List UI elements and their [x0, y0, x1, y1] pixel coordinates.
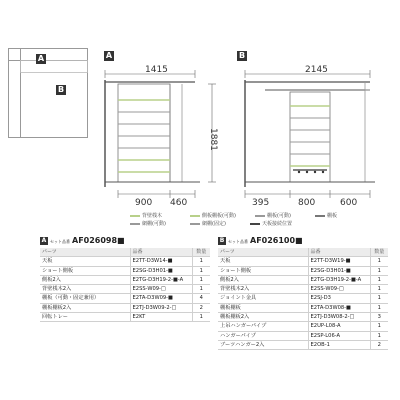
- cell-code: E2SP-L06-A: [308, 331, 370, 340]
- table-a-title: [40, 236, 125, 245]
- cell-code: E2SS-W09-□: [308, 285, 370, 294]
- legend-item-2: 側板棚板(可動): [190, 212, 236, 219]
- cell-code: E2TJ-D3W09-2-□: [130, 303, 192, 312]
- table-b-code: AF026100■: [250, 236, 303, 245]
- cell-qty: 1: [370, 285, 388, 294]
- key-plan-b-label: B: [57, 85, 65, 94]
- key-plan-a-label: A: [37, 54, 45, 63]
- cell-code: E2OB-1: [308, 340, 370, 349]
- cell-name: 側板2入: [40, 275, 130, 284]
- cell-name: 回転トレー: [40, 313, 130, 322]
- cell-code: E2KT: [130, 313, 192, 322]
- section-b-width-total: 2145: [305, 65, 328, 75]
- table-row: [40, 257, 210, 266]
- table-row: [218, 285, 388, 294]
- cell-qty: 1: [370, 303, 388, 312]
- cell-name: 側板2入: [218, 275, 308, 284]
- table-a-set-label: セット品番: [50, 239, 70, 244]
- table-row: [218, 331, 388, 340]
- table-b-tag: B: [219, 236, 225, 244]
- cell-name: 棚板棚板2入: [218, 313, 308, 322]
- section-b-marker: B: [238, 51, 246, 60]
- cell-code: E2SG-D3H01-■: [130, 266, 192, 275]
- cell-name: 上吊ハンガーパイプ: [218, 322, 308, 331]
- table-row: [218, 294, 388, 303]
- cell-qty: 1: [370, 266, 388, 275]
- table-b-header: [218, 248, 388, 257]
- section-b-width-2: 800: [298, 198, 316, 208]
- cell-name: ブーツハンガー2入: [218, 340, 308, 349]
- cell-qty: 1: [192, 285, 210, 294]
- cell-code: E2UP-L08-A: [308, 322, 370, 331]
- cell-qty: 1: [370, 275, 388, 284]
- cell-qty: 1: [370, 294, 388, 303]
- table-b: [218, 248, 388, 350]
- table-b-header-parts: パーツ: [218, 248, 308, 257]
- table-a-tag: A: [41, 236, 47, 244]
- cell-code: E2SG-D3H01-■: [308, 266, 370, 275]
- legend-item-3: 棚板(可動): [255, 212, 291, 219]
- cell-code: E2TT-D3W19-■: [308, 257, 370, 266]
- cell-qty: 1: [370, 322, 388, 331]
- table-b-set-label: セット品番: [228, 239, 248, 244]
- cell-qty: 3: [370, 313, 388, 322]
- table-row: [40, 313, 210, 322]
- table-row: [218, 266, 388, 275]
- table-a-header-code: 品番: [130, 248, 192, 257]
- table-row: [218, 322, 388, 331]
- table-row: [40, 285, 210, 294]
- table-row: [40, 275, 210, 284]
- section-a-width-total: 1415: [145, 65, 168, 75]
- cell-name: ショート側板: [40, 266, 130, 275]
- table-row: [218, 257, 388, 266]
- cell-qty: 1: [192, 266, 210, 275]
- cell-name: 棚板棚板2入: [40, 303, 130, 312]
- table-b-title: [218, 236, 303, 245]
- cell-code: E2TA-D3W08-■: [308, 303, 370, 312]
- table-a-header-parts: パーツ: [40, 248, 130, 257]
- table-a-header: [40, 248, 210, 257]
- legend-item-4: 網棚(可動): [130, 220, 166, 227]
- cell-name: 棚板棚板: [218, 303, 308, 312]
- cell-qty: 1: [192, 275, 210, 284]
- key-plan: [8, 48, 88, 138]
- cell-qty: 2: [370, 340, 388, 349]
- cell-name: 棚板（可動・固定兼用）: [40, 294, 130, 303]
- legend-item-7: 棚板: [315, 212, 337, 219]
- table-b-header-code: 品番: [308, 248, 370, 257]
- table-b-header-qty: 数量: [370, 248, 388, 257]
- cell-code: E2SJ-D3: [308, 294, 370, 303]
- section-a-height: 1881: [208, 128, 218, 151]
- cell-code: E2TT-D3W14-■: [130, 257, 192, 266]
- table-a-header-qty: 数量: [192, 248, 210, 257]
- cell-code: E2SS-W09-□: [130, 285, 192, 294]
- table-row: [218, 303, 388, 312]
- section-a-width-right: 460: [170, 198, 188, 208]
- legend-item-5: 網棚(固定): [190, 220, 226, 227]
- section-a-marker: A: [105, 51, 113, 60]
- cell-qty: 1: [370, 257, 388, 266]
- cell-name: 天板: [40, 257, 130, 266]
- cell-qty: 4: [192, 294, 210, 303]
- table-row: [40, 303, 210, 312]
- section-a-width-left: 900: [135, 198, 153, 208]
- cell-code: E2TA-D3W09-■: [130, 294, 192, 303]
- cell-name: 背壁桟木2入: [40, 285, 130, 294]
- legend-item-6: 天板接続位置: [250, 220, 292, 227]
- section-b-drawing: [235, 62, 385, 202]
- cell-qty: 1: [192, 257, 210, 266]
- cell-name: ショート側板: [218, 266, 308, 275]
- table-row: [218, 275, 388, 284]
- cell-name: 背壁桟木2入: [218, 285, 308, 294]
- legend-item-1: 背壁桟木: [130, 212, 162, 219]
- table-row: [40, 294, 210, 303]
- cell-code: E2TG-D3H19-2-■-A: [130, 275, 192, 284]
- table-row: [40, 266, 210, 275]
- cell-qty: 1: [192, 313, 210, 322]
- section-a-drawing: [100, 62, 220, 202]
- section-b-width-3: 600: [340, 198, 358, 208]
- cell-name: ハンガーパイプ: [218, 331, 308, 340]
- cell-name: ジョイント金具: [218, 294, 308, 303]
- cell-qty: 1: [370, 331, 388, 340]
- cell-code: E2TG-D3H19-2-■-A: [308, 275, 370, 284]
- table-row: [218, 313, 388, 322]
- cell-qty: 2: [192, 303, 210, 312]
- key-plan-drawing: [8, 48, 88, 138]
- table-row: [218, 340, 388, 349]
- section-b-width-1: 395: [252, 198, 270, 208]
- cell-name: 天板: [218, 257, 308, 266]
- table-a: [40, 248, 210, 322]
- cell-code: E2TJ-D3W08-2-□: [308, 313, 370, 322]
- table-a-code: AF026098■: [72, 236, 125, 245]
